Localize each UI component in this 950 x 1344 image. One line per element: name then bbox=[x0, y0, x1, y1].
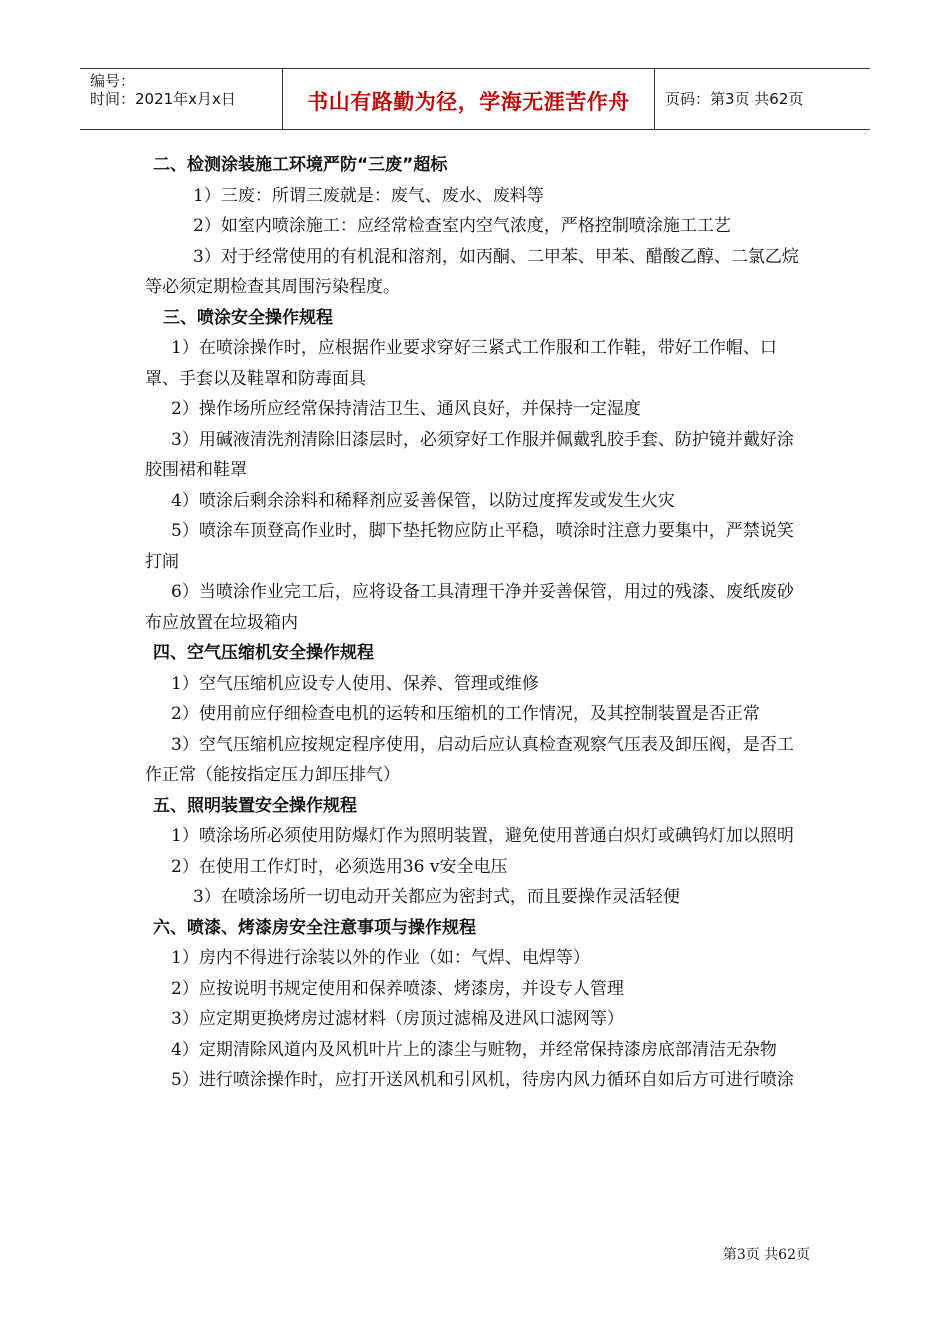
paragraph: 1）在喷涂操作时，应根据作业要求穿好三紧式工作服和工作鞋，带好工作帽、口罩、手套以及鞋罩和防毒面具 bbox=[145, 338, 777, 389]
paragraph: 1）空气压缩机应设专人使用、保养、管理或维修 bbox=[171, 673, 539, 694]
section-heading: 四、空气压缩机安全操作规程 bbox=[153, 643, 374, 663]
paragraph: 6）当喷涂作业完工后，应将设备工具清理干净并妥善保管，用过的残漆、废纸废砂布应放置在垃圾箱内 bbox=[145, 582, 794, 633]
paragraph: 3）用碱液清洗剂清除旧漆层时，必须穿好工作服并佩戴乳胶手套、防护镜并戴好涂胶围裙和鞋罩 bbox=[145, 429, 794, 480]
section-heading: 三、喷涂安全操作规程 bbox=[163, 307, 333, 328]
paragraph: 5）喷涂车顶登高作业时，脚下垫托物应防止平稳，喷涂时注意力要集中，严禁说笑打闹 bbox=[145, 521, 794, 572]
footer-page-number: 第3页 共62页 bbox=[722, 1247, 810, 1263]
paragraph: 3）对于经常使用的有机混和溶剂，如丙酮、二甲苯、甲苯、醋酸乙醇、二氯乙烷等必须定期检查其周围污染程度。 bbox=[145, 246, 799, 297]
motto-text: 书山有路勤为径，学海无涯苦作舟 bbox=[307, 90, 630, 114]
paragraph: 2）使用前应仔细检查电机的运转和压缩机的工作情况，及其控制装置是否正常 bbox=[171, 704, 760, 724]
section-heading: 六、喷漆、烤漆房安全注意事项与操作规程 bbox=[153, 917, 476, 938]
paragraph: 3）在喷涂场所一切电动开关都应为密封式，而且要操作灵活轻便 bbox=[193, 887, 680, 907]
paragraph: 3）空气压缩机应按规定程序使用，启动后应认真检查观察气压表及卸压阀，是否工作正常（能按指定压力卸压排气） bbox=[145, 734, 794, 785]
paragraph: 1）房内不得进行涂装以外的作业（如：气焊、电焊等） bbox=[171, 948, 590, 968]
paragraph: 4）定期清除风道内及风机叶片上的漆尘与赃物，并经常保持漆房底部清洁无杂物 bbox=[171, 1039, 777, 1060]
header-page-cell bbox=[655, 69, 870, 129]
page-header bbox=[80, 68, 870, 130]
section-heading: 五、照明装置安全操作规程 bbox=[153, 795, 357, 816]
paragraph: 2）在使用工作灯时，必须选用36 v安全电压 bbox=[171, 856, 508, 877]
paragraph: 5）进行喷涂操作时，应打开送风机和引风机，待房内风力循环自如后方可进行喷涂 bbox=[171, 1070, 794, 1090]
document-number-label: 编号： bbox=[90, 72, 136, 90]
paragraph: 3）应定期更换烤房过滤材料（房顶过滤棉及进风口滤网等） bbox=[171, 1009, 624, 1029]
paragraph: 1）三废：所谓三废就是：废气、废水、废料等 bbox=[193, 185, 544, 206]
document-date: 时间：2021年x月x日 bbox=[90, 90, 236, 108]
paragraph: 1）喷涂场所必须使用防爆灯作为照明装置，避免使用普通白炽灯或碘钨灯加以照明 bbox=[171, 826, 794, 846]
header-motto-cell bbox=[283, 69, 655, 129]
header-page-number: 页码：第3页 共62页 bbox=[665, 90, 804, 108]
paragraph: 2）如室内喷涂施工：应经常检查室内空气浓度，严格控制喷涂施工工艺 bbox=[193, 216, 731, 236]
paragraph: 2）应按说明书规定使用和保养喷漆、烤漆房，并设专人管理 bbox=[171, 978, 624, 999]
paragraph: 4）喷涂后剩余涂料和稀释剂应妥善保管，以防过度挥发或发生火灾 bbox=[171, 490, 675, 511]
paragraph: 2）操作场所应经常保持清洁卫生、通风良好，并保持一定湿度 bbox=[171, 399, 641, 419]
section-heading: 二、检测涂装施工环境严防“三废”超标 bbox=[153, 155, 448, 175]
document-body bbox=[145, 150, 810, 1096]
header-meta-cell bbox=[80, 69, 283, 129]
